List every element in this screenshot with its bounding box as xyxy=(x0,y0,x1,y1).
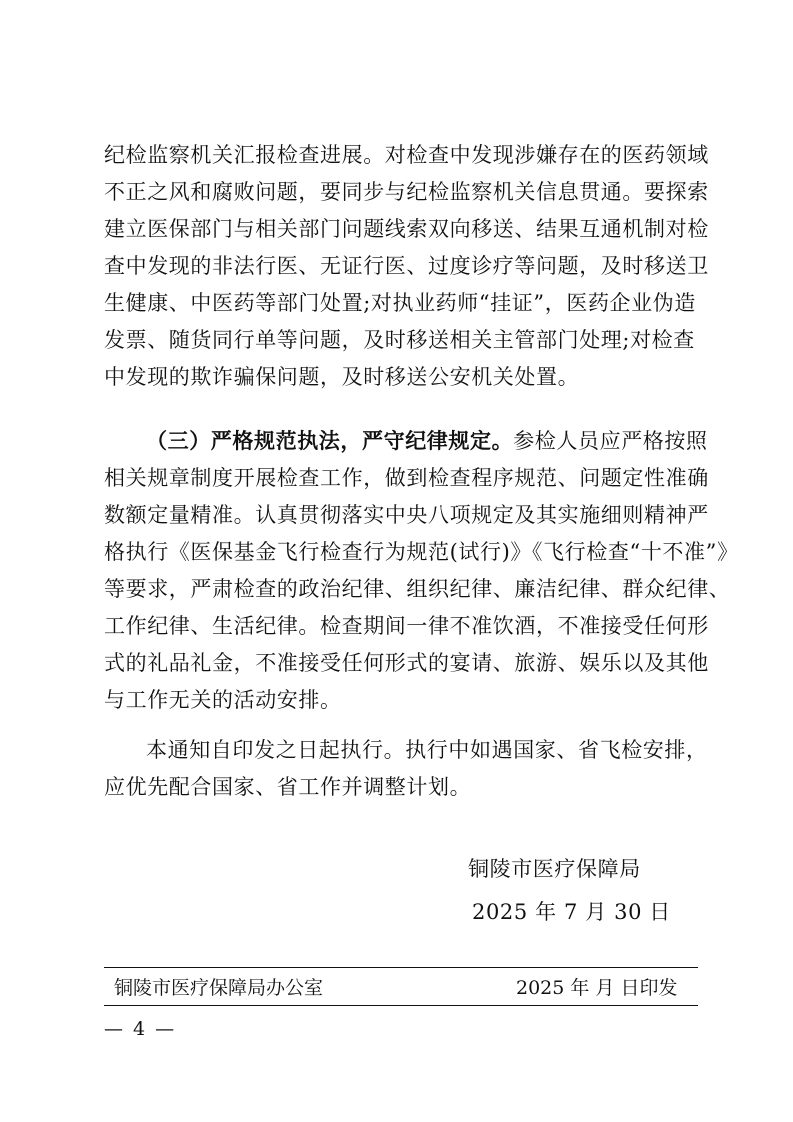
section-first-line xyxy=(146,428,708,453)
body-line: 与工作无关的活动安排。 xyxy=(104,688,342,712)
signature-org: 铜陵市医疗保障局 xyxy=(468,857,641,881)
body-line: 建立医保部门与相关部门问题线索双向移送、结果互通机制对检 xyxy=(104,217,709,241)
footer-bottom-rule xyxy=(104,1005,698,1006)
body-line: 纪检监察机关汇报检查进展。对检查中发现涉嫌存在的医药领域 xyxy=(104,143,709,167)
section-heading: （三）严格规范执法，严守纪律规定。 xyxy=(146,428,514,453)
body-line: 式的礼品礼金，不准接受任何形式的宴请、旅游、娱乐以及其他 xyxy=(104,651,709,675)
body-line: 等要求，严肃检查的政治纪律、组织纪律、廉洁纪律、群众纪律、 xyxy=(104,577,731,601)
body-line: 查中发现的非法行医、无证行医、过度诊疗等问题，及时移送卫 xyxy=(104,254,709,278)
body-line: 中发现的欺诈骗保问题，及时移送公安机关处置。 xyxy=(104,365,580,389)
signature-date: 2025 年 7 月 30 日 xyxy=(472,900,671,924)
footer-issuer: 铜陵市医疗保障局办公室 xyxy=(114,977,324,999)
body-line: 格执行《医保基金飞行检查行为规范(试行)》《飞行检查“十不准”》 xyxy=(104,540,739,564)
footer-top-rule xyxy=(104,967,698,968)
body-line: 工作纪律、生活纪律。检查期间一律不准饮酒，不准接受任何形 xyxy=(104,614,709,638)
body-line: 应优先配合国家、省工作并调整计划。 xyxy=(104,775,472,799)
body-line: 生健康、中医药等部门处置;对执业药师“挂证”，医药企业伪造 xyxy=(104,291,696,315)
footer-print-date: 2025 年 月 日印发 xyxy=(516,977,678,999)
body-line: 相关规章制度开展检查工作，做到检查程序规范、问题定性准确 xyxy=(104,466,709,490)
body-text: 参检人员应严格按照 xyxy=(513,429,708,453)
body-line: 本通知自印发之日起执行。执行中如遇国家、省飞检安排， xyxy=(146,738,708,762)
body-line: 不正之风和腐败问题，要同步与纪检监察机关信息贯通。要探索 xyxy=(104,180,709,204)
body-line: 发票、随货同行单等问题，及时移送相关主管部门处理;对检查 xyxy=(104,328,695,352)
page-number: — 4 — xyxy=(104,1018,177,1040)
body-line: 数额定量精准。认真贯彻落实中央八项规定及其实施细则精神严 xyxy=(104,503,709,527)
